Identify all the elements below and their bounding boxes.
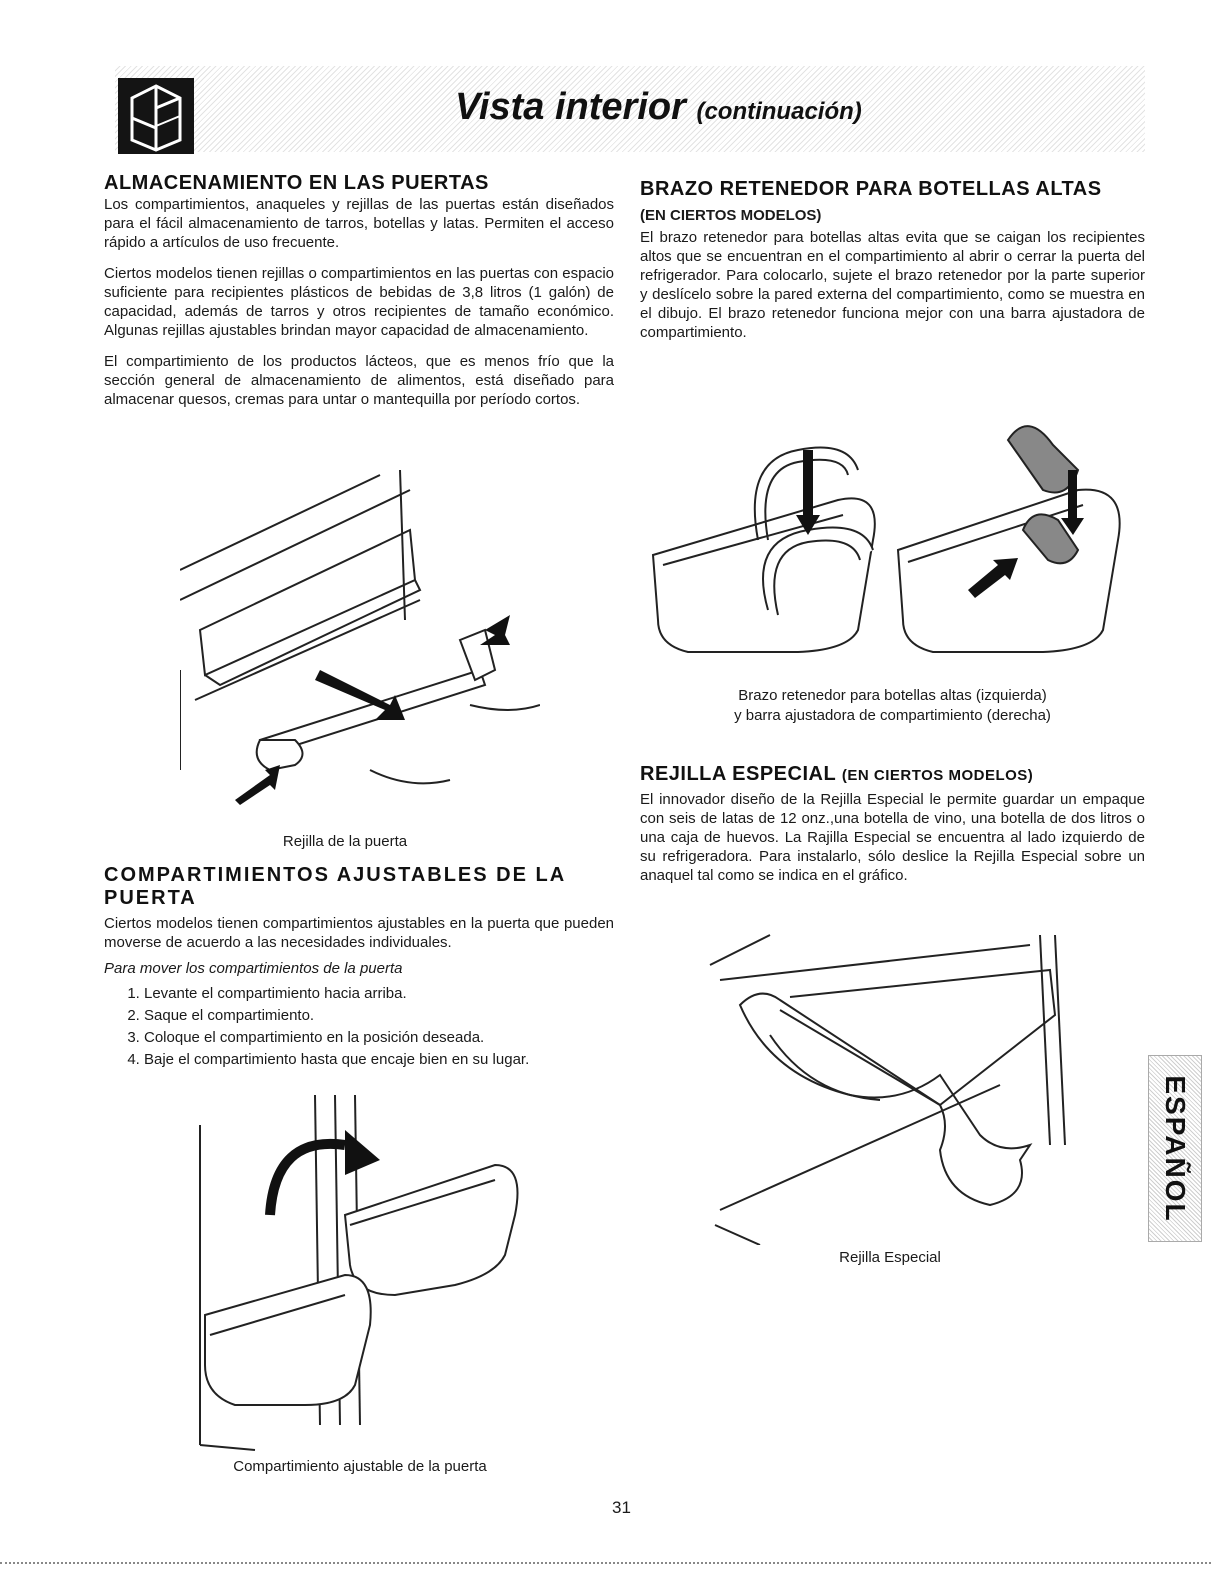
refrigerator-icon xyxy=(118,78,194,154)
language-tab xyxy=(1148,1055,1202,1242)
steps-list xyxy=(104,983,614,1071)
list-item: 4. Baje el compartimiento hasta que encaje bien en su lugar. xyxy=(144,1049,614,1071)
section-heading: BRAZO RETENEDOR PARA BOTELLAS ALTAS xyxy=(640,178,1102,200)
bottle-retainer-illustration xyxy=(648,390,1138,675)
paragraph: Ciertos modelos tienen compartimientos ajustables en la puerta que pueden moverse de acuerdo a las necesidades individuales. xyxy=(104,915,614,951)
paragraph: El brazo retenedor para botellas altas evita que se caigan los recipientes altos que se encuentran en el compartimiento al abrir o cerrar la puerta del refrigerador. Para colocarlo, sujete el brazo retenedor por la parte superior y deslícelo sobre la pared externa del compartimiento, como se muestra en el dibujo. El brazo retenedor funciona mejor con una barra ajustadora de compartimiento. xyxy=(640,229,1145,341)
figure-caption: Rejilla de la puerta xyxy=(282,833,408,850)
title-text: Vista interior xyxy=(455,86,686,128)
adjustable-bin-illustration xyxy=(195,1095,545,1460)
page-title xyxy=(455,86,862,129)
figure-caption: Compartimiento ajustable de la puerta xyxy=(233,1458,487,1475)
paragraph: Los compartimientos, anaqueles y rejillas de las puertas están diseñados para el fácil almacenamiento de tarros, botellas y latas. Permiten el acceso rápido a artículos de uso frecuente. xyxy=(104,196,614,251)
page-number: 31 xyxy=(612,1498,631,1517)
paragraph: Ciertos modelos tienen rejillas o compartimientos en las puertas con espacio suficiente para recipientes plásticos de bebidas de 3,8 litros (1 galón) de capacidad, además de tarros y otros recipientes de tamaño económico. Algunas rejillas ajustables brindan mayor capacidad de almacenamiento. xyxy=(104,265,614,339)
section-heading: ALMACENAMIENTO EN LAS PUERTAS xyxy=(104,172,489,194)
section-subheading: (EN CIERTOS MODELOS) xyxy=(640,207,822,224)
language-tab-label: ESPAÑOL xyxy=(1160,1074,1191,1223)
figure-caption xyxy=(640,686,1145,726)
section-bottle-retainer xyxy=(640,178,1145,342)
paragraph: El innovador diseño de la Rejilla Especial le permite guardar un empaque con seis de latas de 12 onz.,una botella de vino, una botella de dos litros o una caja de huevos. La Rajilla Especial se encuentra al lado izquierdo de su refrigeradora. Para instalarlo, sólo deslice la Rejilla Especial sobre un anaquel tal como se indica en el gráfico. xyxy=(640,791,1145,884)
paragraph: El compartimiento de los productos lácteos, que es menos frío que la sección general de almacenamiento de alimentos, está diseñado para almacenar quesos, cremas para untar o mantequilla por período cortos. xyxy=(104,353,614,408)
section-special-rack xyxy=(640,763,1145,885)
heading-suffix: (EN CIERTOS MODELOS) xyxy=(841,767,1034,784)
section-heading xyxy=(640,763,1145,786)
bottom-rule xyxy=(0,1562,1211,1564)
caption-line: Brazo retenedor para botellas altas (izquierda) xyxy=(738,687,1047,704)
caption-line: y barra ajustadora de compartimiento (derecha) xyxy=(734,707,1051,724)
figure-caption: Rejilla Especial xyxy=(839,1249,941,1266)
section-adjustable-bins xyxy=(104,864,614,1071)
instructions-title: Para mover los compartimientos de la puerta xyxy=(104,960,403,977)
door-shelf-illustration xyxy=(180,470,540,815)
special-rack-illustration xyxy=(700,925,1070,1250)
list-item: 1. Levante el compartimiento hacia arriba. xyxy=(144,983,614,1005)
title-subtitle: (continuación) xyxy=(696,98,862,125)
list-item: 3. Coloque el compartimiento en la posición deseada. xyxy=(144,1027,614,1049)
section-door-storage xyxy=(104,172,614,409)
section-heading: COMPARTIMIENTOS AJUSTABLES DE LA PUERTA xyxy=(104,864,566,909)
heading-text: REJILLA ESPECIAL xyxy=(640,763,836,785)
list-item: 2. Saque el compartimiento. xyxy=(144,1005,614,1027)
